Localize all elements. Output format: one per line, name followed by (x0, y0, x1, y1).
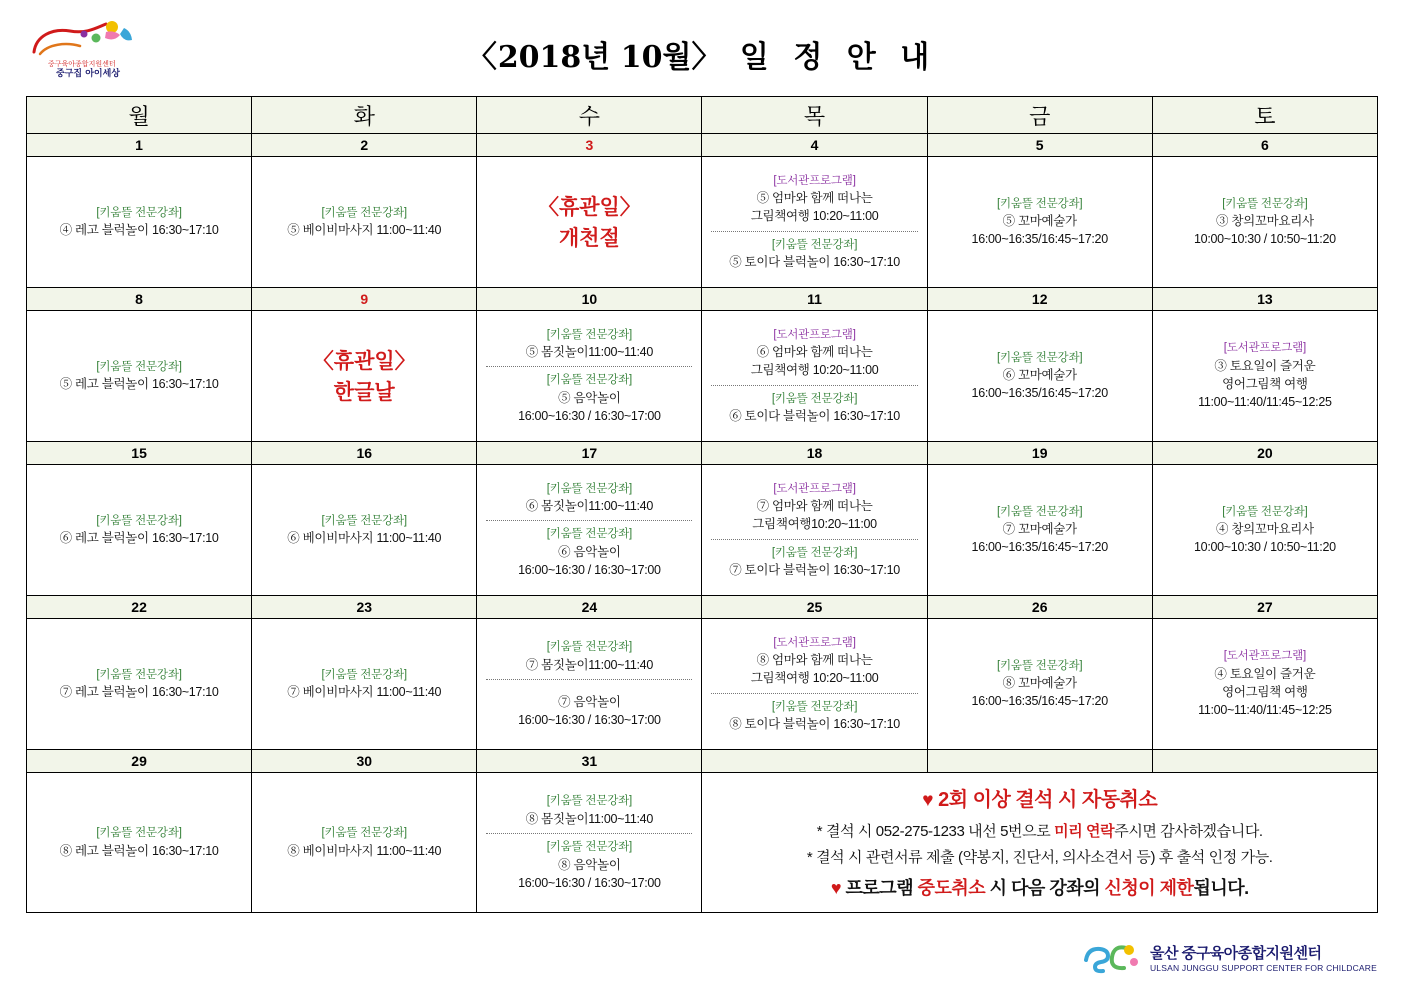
event-category-label: [키움뜰 전문강좌] (96, 668, 182, 681)
notice-footer-line (715, 874, 1364, 900)
event-category-label: [도서관프로그램] (773, 174, 856, 187)
event-line: ⑤ 꼬마예술가 (1002, 214, 1077, 229)
event-category-label: [키움뜰 전문강좌] (1222, 197, 1308, 210)
event-cell (927, 619, 1152, 750)
event-category-label: [키움뜰 전문강좌] (96, 360, 182, 373)
date-row (27, 442, 1378, 465)
event-category-label: [키움뜰 전문강좌] (997, 659, 1083, 672)
event-category-label: [키움뜰 전문강좌] (546, 374, 633, 387)
event-divider (486, 520, 692, 521)
event-category-label: [키움뜰 전문강좌] (771, 392, 858, 405)
event-line: ⑤ 토이다 블럭놀이 16:30~17:10 (729, 255, 900, 270)
event-divider (486, 366, 692, 367)
date-cell (702, 750, 927, 773)
event-category-label: [키움뜰 전문강좌] (771, 700, 858, 713)
event-cell (927, 465, 1152, 596)
event-category-label: [키움뜰 전문강좌] (546, 795, 633, 808)
event-line: ⑦ 꼬마예술가 (1002, 522, 1077, 537)
event-line: ⑧ 베이비마사지 11:00~11:40 (287, 843, 442, 858)
date-cell: 13 (1152, 288, 1377, 311)
holiday-line: 한글날 (333, 379, 395, 404)
date-cell: 11 (702, 288, 927, 311)
week-body-row (27, 465, 1378, 596)
event-line: 16:00~16:35/16:45~17:20 (971, 540, 1108, 555)
event-line: 16:00~16:35/16:45~17:20 (971, 232, 1108, 247)
event-divider (486, 833, 692, 834)
event-cell (27, 157, 252, 288)
event-category-label: [키움뜰 전문강좌] (997, 505, 1083, 518)
event-category-label: [키움뜰 전문강좌] (321, 206, 407, 219)
event-line: ⑥ 엄마와 함께 떠나는 (756, 345, 873, 360)
date-cell: 20 (1152, 442, 1377, 465)
event-line: 16:00~16:30 / 16:30~17:00 (518, 875, 661, 890)
event-line: ⑤ 베이비마사지 11:00~11:40 (287, 223, 442, 238)
event-cell (252, 773, 477, 913)
event-cell (702, 157, 927, 288)
notice-headline (715, 783, 1364, 812)
event-line: ⑥ 음악놀이 (558, 545, 621, 560)
event-cell (1152, 311, 1377, 442)
page-title (0, 32, 1403, 76)
footer-org-en: ULSAN JUNGGU SUPPORT CENTER FOR CHILDCARE (1149, 962, 1377, 973)
date-cell: 23 (252, 596, 477, 619)
date-cell (1152, 750, 1377, 773)
weekday-thu: 목 (702, 97, 927, 134)
event-cell (252, 619, 477, 750)
event-category-label: [도서관프로그램] (1223, 650, 1307, 663)
weekday-header-row (27, 97, 1378, 134)
event-cell (1152, 465, 1377, 596)
notice-cell (702, 773, 1378, 913)
event-category-label: [키움뜰 전문강좌] (96, 206, 182, 219)
event-cell (927, 157, 1152, 288)
heart-icon: ♥ (922, 790, 934, 811)
week-body-row (27, 619, 1378, 750)
event-cell (1152, 619, 1377, 750)
event-category-label: [키움뜰 전문강좌] (546, 482, 633, 495)
event-cell (252, 157, 477, 288)
event-line: 16:00~16:30 / 16:30~17:00 (518, 563, 661, 578)
svg-text:중구육아종합지원센터: 중구육아종합지원센터 (48, 60, 116, 68)
date-cell: 9 (252, 288, 477, 311)
event-divider (711, 693, 917, 694)
event-line: 그림책여행10:20~11:00 (752, 517, 877, 532)
notice-foot-pre: 프로그램 (841, 878, 918, 898)
event-category-label: [키움뜰 전문강좌] (321, 514, 407, 527)
footer-org-kr: 울산 중구육아종합지원센터 (1149, 944, 1322, 962)
date-cell: 18 (702, 442, 927, 465)
event-line: ⑧ 레고 블럭놀이 16:30~17:10 (59, 843, 219, 858)
event-category-label: [키움뜰 전문강좌] (96, 827, 182, 840)
event-category-label: [도서관프로그램] (773, 328, 856, 341)
event-line: ③ 토요일이 즐거운 (1214, 359, 1316, 374)
event-line: ⑦ 베이비마사지 11:00~11:40 (287, 685, 442, 700)
event-line: ⑦ 레고 블럭놀이 16:30~17:10 (59, 685, 219, 700)
event-cell (27, 619, 252, 750)
event-line: ④ 창의꼬마요리사 (1215, 522, 1314, 537)
event-category-label: [키움뜰 전문강좌] (546, 528, 633, 541)
title-bracket-right: 〉 (691, 40, 723, 75)
date-cell: 31 (477, 750, 702, 773)
date-cell: 22 (27, 596, 252, 619)
date-cell: 4 (702, 134, 927, 157)
event-cell (702, 465, 927, 596)
event-line: 16:00~16:30 / 16:30~17:00 (518, 409, 661, 424)
event-category-label: [도서관프로그램] (773, 482, 856, 495)
event-line: 영어그림책 여행 (1222, 685, 1308, 700)
date-cell: 27 (1152, 596, 1377, 619)
event-line: ④ 토요일이 즐거운 (1214, 667, 1316, 682)
date-row (27, 134, 1378, 157)
event-line: ⑤ 몸짓놀이11:00~11:40 (525, 345, 653, 360)
event-cell (252, 465, 477, 596)
event-category-label: [키움뜰 전문강좌] (321, 827, 407, 840)
notice-foot-post: 됩니다. (1193, 878, 1249, 898)
event-line: ⑥ 베이비마사지 11:00~11:40 (287, 531, 442, 546)
event-category-label: [키움뜰 전문강좌] (771, 238, 858, 251)
event-line: ⑦ 엄마와 함께 떠나는 (756, 499, 873, 514)
heart-icon-2: ♥ (830, 878, 842, 898)
event-line: 11:00~11:40/11:45~12:25 (1198, 395, 1332, 410)
holiday-cell (252, 311, 477, 442)
date-cell: 16 (252, 442, 477, 465)
event-line: 11:00~11:40/11:45~12:25 (1198, 703, 1332, 718)
event-spacer (480, 685, 698, 693)
event-line: ③ 창의꼬마요리사 (1215, 214, 1314, 229)
event-divider (486, 679, 692, 680)
notice-line1-highlight: 미리 연락 (1054, 823, 1115, 840)
event-cell (927, 311, 1152, 442)
event-cell (1152, 157, 1377, 288)
date-cell (927, 750, 1152, 773)
event-line: 그림책여행 10:20~11:00 (750, 671, 879, 686)
event-divider (711, 539, 917, 540)
holiday-cell (477, 157, 702, 288)
notice-foot-highlight-2: 신청이 제한 (1104, 878, 1194, 898)
event-category-label: [키움뜰 전문강좌] (771, 546, 858, 559)
event-cell (477, 465, 702, 596)
event-line: ⑦ 몸짓놀이11:00~11:40 (525, 657, 653, 672)
week-body-row (27, 157, 1378, 288)
weekday-wed: 수 (477, 97, 702, 134)
event-category-label: [키움뜰 전문강좌] (1222, 505, 1308, 518)
event-divider (711, 385, 917, 386)
date-cell: 5 (927, 134, 1152, 157)
date-cell: 25 (702, 596, 927, 619)
event-cell (702, 619, 927, 750)
event-line: ⑤ 음악놀이 (558, 391, 621, 406)
event-line: ⑧ 꼬마예술가 (1002, 676, 1077, 691)
holiday-line: 〈휴관일〉 (312, 347, 416, 373)
event-cell (477, 311, 702, 442)
weekday-sat: 토 (1152, 97, 1377, 134)
date-cell: 30 (252, 750, 477, 773)
event-category-label: [키움뜰 전문강좌] (997, 197, 1083, 210)
event-line: ⑥ 몸짓놀이11:00~11:40 (525, 499, 653, 514)
event-line: ④ 레고 블럭놀이 16:30~17:10 (59, 223, 219, 238)
date-cell: 24 (477, 596, 702, 619)
event-line: ⑥ 토이다 블럭놀이 16:30~17:10 (729, 409, 900, 424)
date-row (27, 596, 1378, 619)
event-cell (27, 465, 252, 596)
event-line: ⑤ 레고 블럭놀이 16:30~17:10 (59, 377, 219, 392)
event-line: 영어그림책 여행 (1222, 377, 1308, 392)
holiday-line: 〈휴관일〉 (537, 193, 641, 219)
date-cell: 6 (1152, 134, 1377, 157)
page-header (0, 0, 1403, 92)
event-line: 16:00~16:35/16:45~17:20 (971, 386, 1108, 401)
event-line: ⑦ 음악놀이 (558, 694, 621, 709)
date-cell: 17 (477, 442, 702, 465)
event-category-label: [키움뜰 전문강좌] (546, 840, 633, 853)
event-category-label: [키움뜰 전문강좌] (997, 351, 1083, 364)
date-row (27, 750, 1378, 773)
date-cell: 15 (27, 442, 252, 465)
weekday-fri: 금 (927, 97, 1152, 134)
event-line: ⑤ 엄마와 함께 떠나는 (756, 191, 873, 206)
date-cell: 19 (927, 442, 1152, 465)
event-cell (702, 311, 927, 442)
notice-line1-pre: * 결석 시 052-275-1233 내선 5번으로 (816, 823, 1055, 840)
date-cell: 26 (927, 596, 1152, 619)
week-body-row (27, 311, 1378, 442)
event-cell (477, 773, 702, 913)
date-cell: 3 (477, 134, 702, 157)
footer-branding (1082, 940, 1377, 974)
event-category-label: [키움뜰 전문강좌] (321, 668, 407, 681)
weekday-mon: 월 (27, 97, 252, 134)
event-divider (711, 231, 917, 232)
date-cell: 2 (252, 134, 477, 157)
event-line: 그림책여행 10:20~11:00 (750, 209, 879, 224)
date-cell: 29 (27, 750, 252, 773)
holiday-line: 개천절 (558, 225, 620, 250)
event-line: 16:00~16:30 / 16:30~17:00 (518, 712, 661, 727)
date-cell: 1 (27, 134, 252, 157)
notice-line-1 (715, 820, 1364, 841)
event-line: ⑦ 토이다 블럭놀이 16:30~17:10 (729, 563, 900, 578)
event-cell (477, 619, 702, 750)
sc-logo-icon (1082, 940, 1142, 974)
notice-headline-text: 2회 이상 결석 시 자동취소 (938, 789, 1158, 811)
event-category-label: [키움뜰 전문강좌] (546, 328, 633, 341)
event-line: 10:00~10:30 / 10:50~11:20 (1194, 540, 1336, 555)
notice-line1-post: 주시면 감사하겠습니다. (1114, 823, 1263, 840)
event-line: 16:00~16:35/16:45~17:20 (971, 694, 1108, 709)
event-line: 10:00~10:30 / 10:50~11:20 (1194, 232, 1336, 247)
event-cell (27, 311, 252, 442)
svg-text:중구집 아이세상: 중구집 아이세상 (56, 69, 120, 79)
event-line: ⑧ 음악놀이 (558, 857, 621, 872)
title-bracket-left: 〈 (466, 40, 498, 75)
date-cell: 12 (927, 288, 1152, 311)
date-cell: 10 (477, 288, 702, 311)
event-line: ⑧ 토이다 블럭놀이 16:30~17:10 (729, 717, 900, 732)
event-line: ⑥ 레고 블럭놀이 16:30~17:10 (59, 531, 219, 546)
title-month: 2018년 10월 (497, 40, 692, 75)
event-category-label: [도서관프로그램] (773, 636, 856, 649)
notice-line-2: * 결석 시 관련서류 제출 (약봉지, 진단서, 의사소견서 등) 후 출석 인정 가능. (806, 849, 1273, 866)
event-line: ⑥ 꼬마예술가 (1002, 368, 1077, 383)
date-cell: 8 (27, 288, 252, 311)
monthly-calendar (26, 96, 1378, 913)
event-line: ⑧ 엄마와 함께 떠나는 (756, 653, 873, 668)
weekday-tue: 화 (252, 97, 477, 134)
event-line: 그림책여행 10:20~11:00 (750, 363, 879, 378)
notice-foot-highlight-1: 중도취소 (917, 878, 986, 898)
event-cell (27, 773, 252, 913)
title-suffix: 일 정 안 내 (739, 40, 937, 75)
date-row (27, 288, 1378, 311)
week-body-row (27, 773, 1378, 913)
notice-foot-mid: 시 다음 강좌의 (985, 878, 1105, 898)
event-category-label: [키움뜰 전문강좌] (96, 514, 182, 527)
event-category-label: [키움뜰 전문강좌] (546, 640, 633, 653)
event-category-label: [도서관프로그램] (1223, 342, 1307, 355)
event-line: ⑧ 몸짓놀이11:00~11:40 (525, 811, 653, 826)
